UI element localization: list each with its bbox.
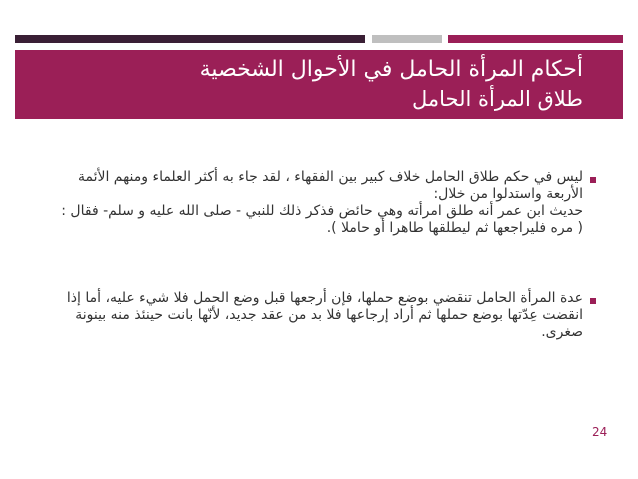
paragraph-2-line-3: صغرى. (541, 324, 583, 340)
bullet-2-icon (590, 298, 596, 304)
paragraph-1 (23, 169, 583, 237)
paragraph-2-line-1: عدة المرأة الحامل تنقضي بوضع حملها، فإن أرجعها قبل وضع الحمل فلا شيء عليه، أما إذا (66, 290, 583, 306)
paragraph-2 (23, 290, 583, 341)
top-bar-dark (15, 35, 365, 43)
paragraph-1-line-2: الأربعة واستدلوا من خلال: (433, 186, 583, 202)
paragraph-1-line-1: ليس في حكم طلاق الحامل خلاف كبير بين الفقهاء ، لقد جاء به أكثر العلماء ومنهم الأئمة (77, 169, 583, 185)
bullet-1-icon (590, 177, 596, 183)
top-bar-accent (448, 35, 623, 43)
slide-title: أحكام المرأة الحامل في الأحوال الشخصية (199, 57, 583, 82)
title-banner (15, 50, 623, 119)
slide-subtitle: طلاق المرأة الحامل (411, 87, 583, 111)
paragraph-1-line-3: حديث ابن عمر أنه طلق امرأته وهي حائض فذكر ذلك للنبي - صلى الله عليه و سلم- فقال : (61, 203, 583, 219)
paragraph-1-line-4: ( مره فليراجعها ثم ليطلقها طاهرا أو حاملا ). (326, 220, 583, 236)
paragraph-2-line-2: انقضت عِدّتها بوضع حملها ثم أراد إرجاعها فلا بد من عقد جديد، لأنّها بانت حينئذ منه بينونة (75, 307, 583, 323)
top-bar-gray (372, 35, 442, 43)
page-number: 24 (592, 425, 608, 439)
